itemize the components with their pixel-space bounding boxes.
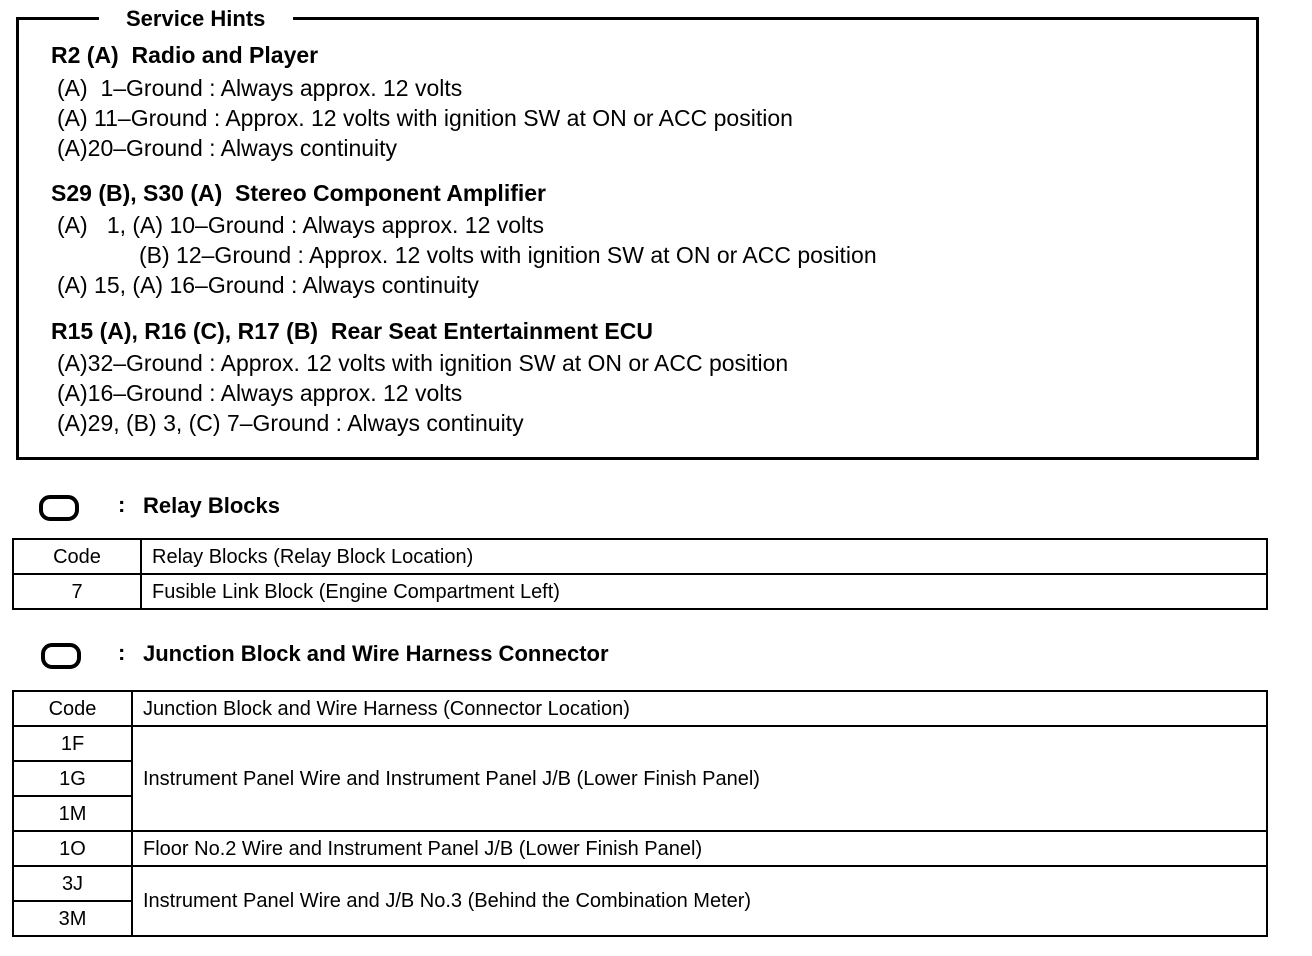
location-header: Relay Blocks (Relay Block Location) (141, 539, 1267, 574)
code-header: Code (13, 539, 141, 574)
service-hints-box (16, 6, 1259, 460)
code-cell: 1M (13, 796, 132, 831)
hint-heading-stereo-amplifier: S29 (B), S30 (A) Stereo Component Amplifier (51, 180, 546, 206)
location-header: Junction Block and Wire Harness (Connector Location) (132, 691, 1267, 726)
location-cell: Fusible Link Block (Engine Compartment Left) (141, 574, 1267, 609)
code-cell: 3J (13, 866, 132, 901)
location-cell: Instrument Panel Wire and Instrument Panel J/B (Lower Finish Panel) (132, 726, 1267, 831)
table-header-row (13, 539, 1267, 574)
code-cell: 1F (13, 726, 132, 761)
hint-line: (A) 1–Ground : Always approx. 12 volts (57, 75, 463, 101)
table-row (13, 866, 1267, 901)
junction-blocks-table (12, 690, 1268, 937)
location-cell: Instrument Panel Wire and J/B No.3 (Behind the Combination Meter) (132, 866, 1267, 936)
relay-blocks-colon: : (118, 492, 126, 517)
junction-blocks-title: Junction Block and Wire Harness Connector (143, 641, 609, 666)
relay-block-connector-icon (39, 495, 79, 521)
location-cell: Floor No.2 Wire and Instrument Panel J/B (Lower Finish Panel) (132, 831, 1267, 866)
table-row (13, 726, 1267, 761)
junction-blocks-colon: : (118, 640, 126, 665)
hint-line: (A) 1, (A) 10–Ground : Always approx. 12 volts (57, 212, 545, 238)
code-cell: 3M (13, 901, 132, 936)
hint-heading-radio-player: R2 (A) Radio and Player (51, 42, 319, 68)
table-row (13, 831, 1267, 866)
hint-line: (A) 15, (A) 16–Ground : Always continuity (57, 272, 479, 298)
hint-line: (A)16–Ground : Always approx. 12 volts (57, 380, 463, 406)
relay-blocks-table (12, 538, 1268, 610)
junction-block-connector-icon (41, 643, 81, 669)
hint-line: (B) 12–Ground : Approx. 12 volts with ignition SW at ON or ACC position (139, 242, 877, 268)
hint-line: (A) 11–Ground : Approx. 12 volts with ignition SW at ON or ACC position (57, 105, 793, 131)
code-cell: 1O (13, 831, 132, 866)
code-cell: 1G (13, 761, 132, 796)
table-row (13, 574, 1267, 609)
hint-line: (A)32–Ground : Approx. 12 volts with ignition SW at ON or ACC position (57, 350, 789, 376)
relay-blocks-title: Relay Blocks (143, 493, 280, 518)
table-header-row (13, 691, 1267, 726)
code-header: Code (13, 691, 132, 726)
service-hints-title: Service Hints (99, 6, 293, 32)
code-cell: 7 (13, 574, 141, 609)
hint-line: (A)29, (B) 3, (C) 7–Ground : Always continuity (57, 410, 524, 436)
hint-line: (A)20–Ground : Always continuity (57, 135, 398, 161)
hint-heading-rear-seat-ecu: R15 (A), R16 (C), R17 (B) Rear Seat Entertainment ECU (51, 318, 653, 344)
